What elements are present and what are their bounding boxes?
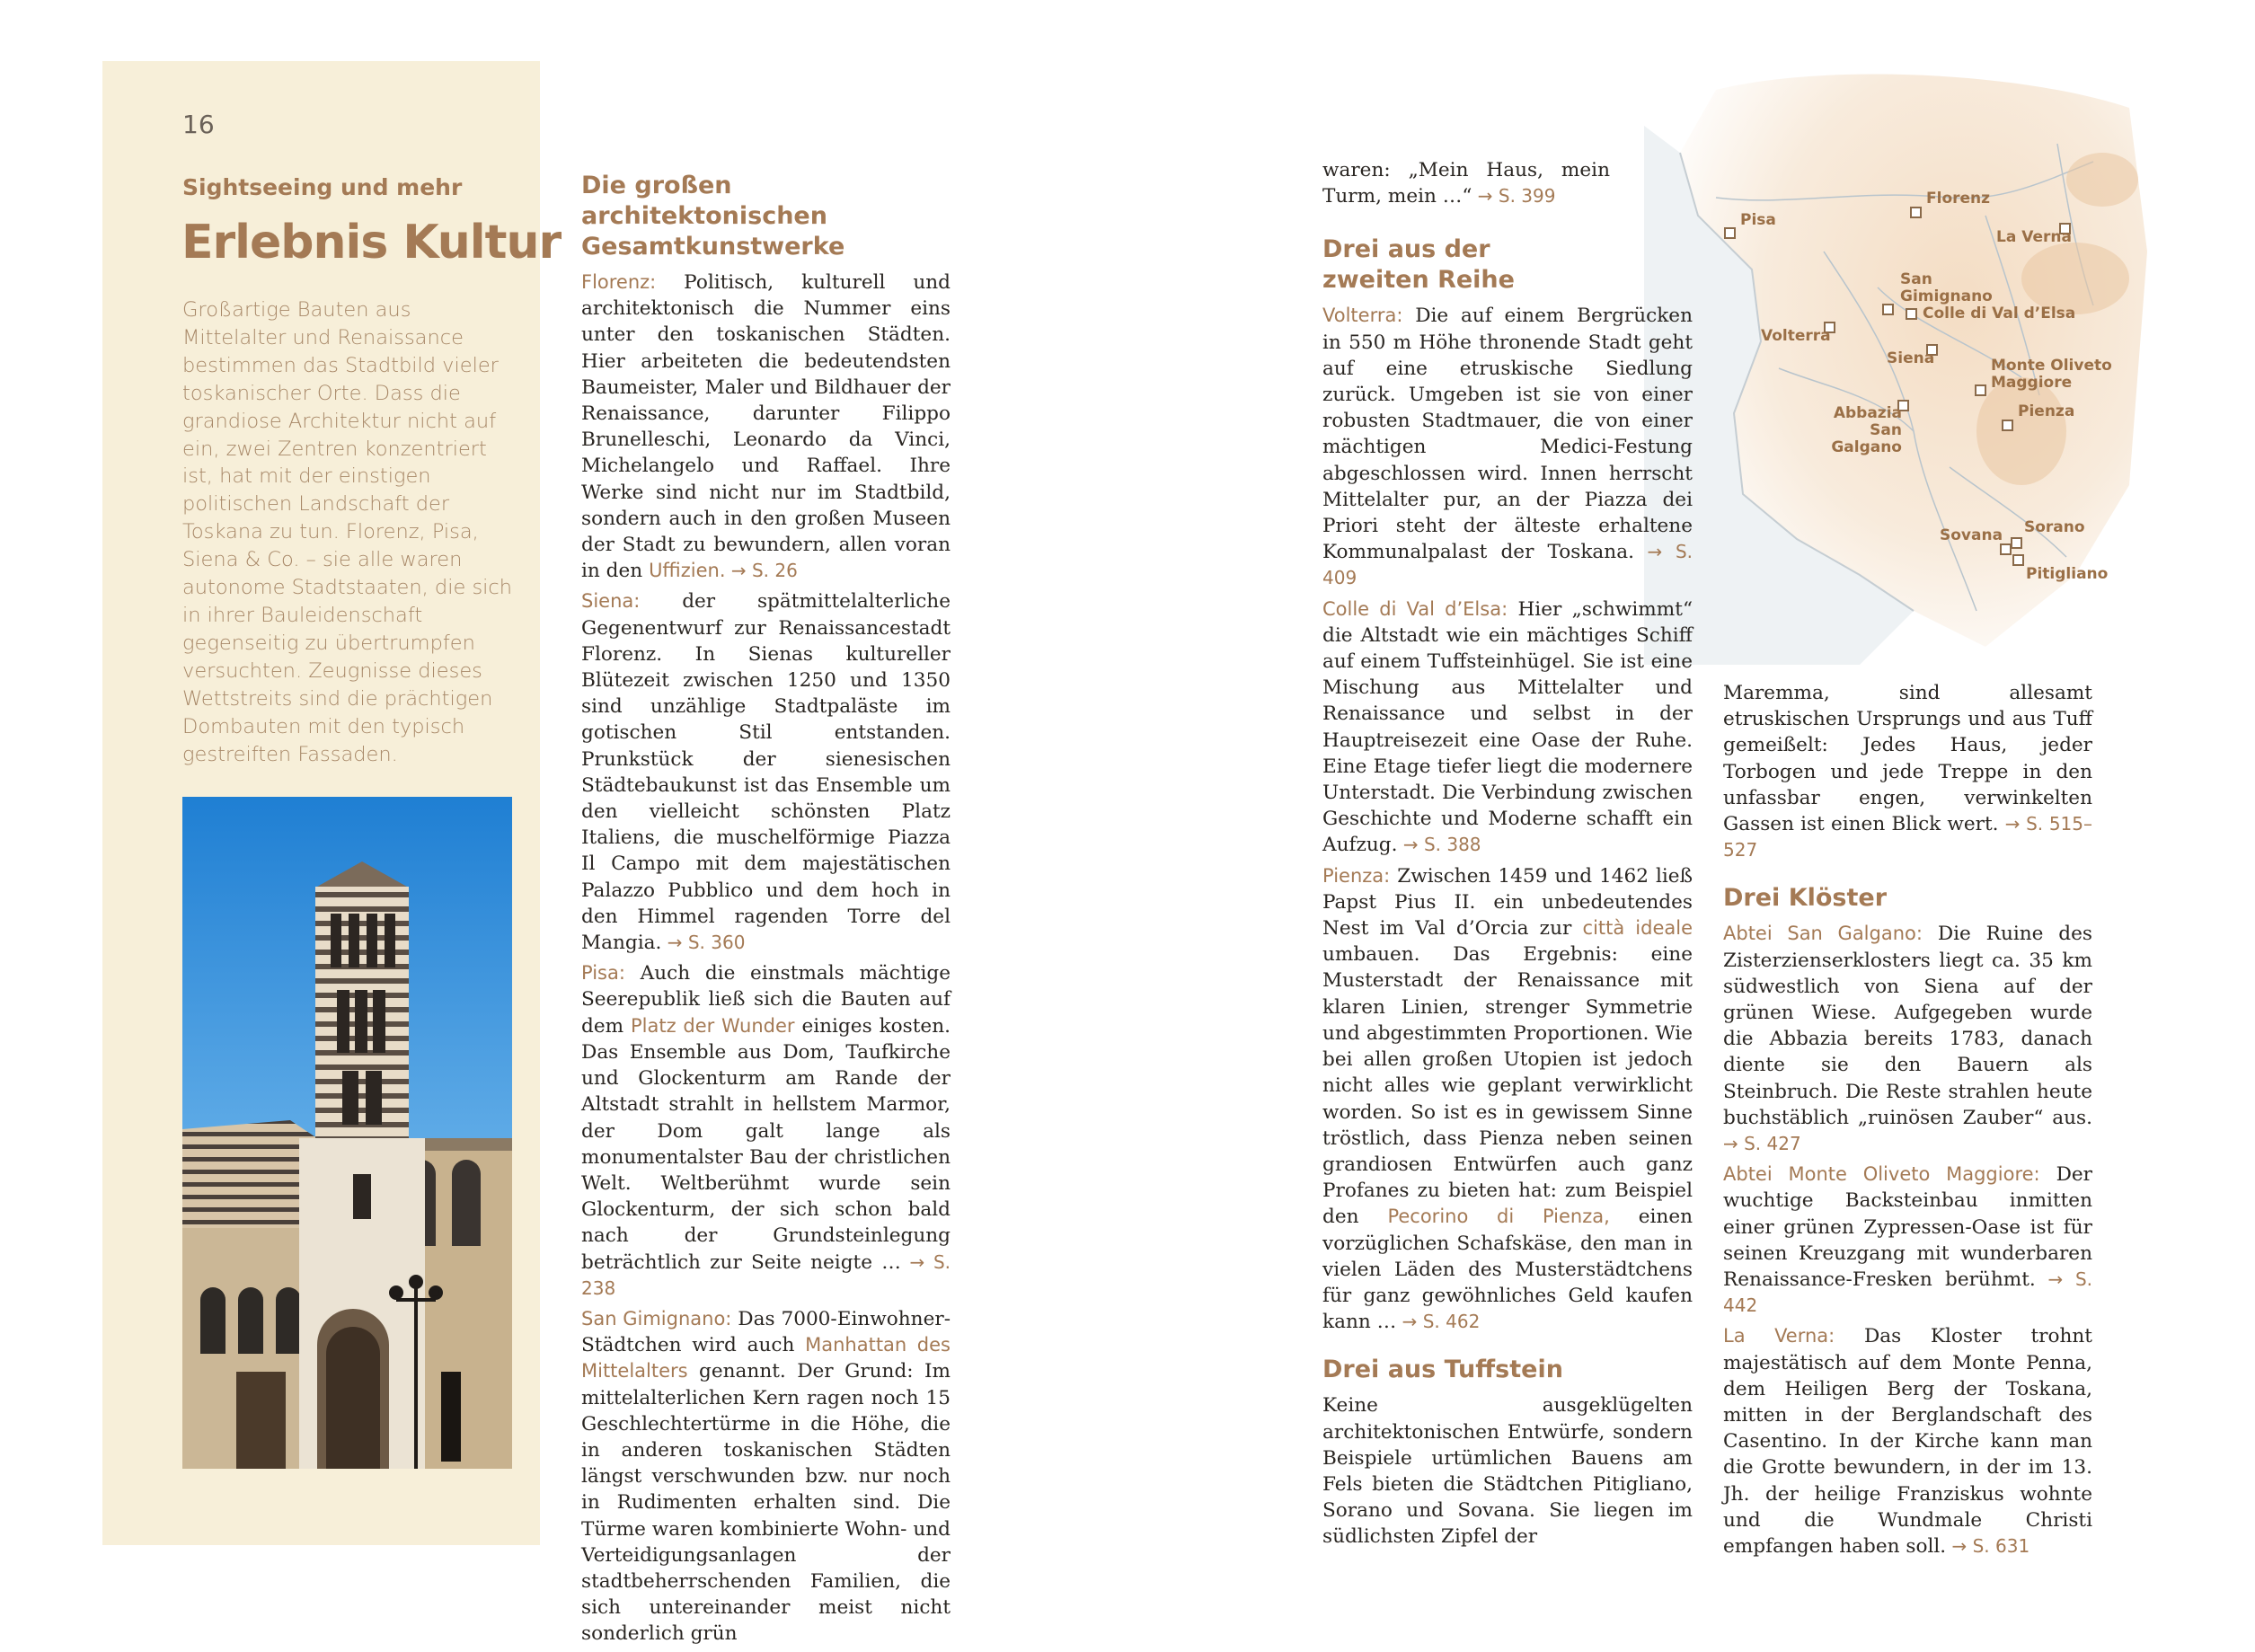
link-manhattan: Manhattan des Mittelalters [581,1334,951,1383]
page-ref: → S. 388 [1397,834,1481,856]
page-ref: → S. 427 [1723,1133,1801,1155]
heading-tuffstein: Drei aus Tuffstein [1322,1356,1563,1384]
map-label-pienza: Pienza [2018,402,2075,420]
column-2 [1322,157,1693,1555]
heading-gesamtkunstwerke: Die großen architektonischen Gesamtkunstwerke [581,172,845,261]
paragraph-florenz: Florenz: Politisch, kulturell und architektonisch die Nummer eins unter den toskanischen Städten. Hier arbeiteten die bedeutendsten Baumeister, Maler und Bildhauer der Renaissance, darunter Filippo Brunelleschi, Leonardo da Vinci, Michelangelo und Raffael. Ihre Werke sind nicht nur im Stadtbild, sondern auch in den großen Museen der Stadt zu bewundern, allen voran in den Uffizien. → S. 26 [581,271,951,583]
map-label-colle-di-val-delsa: Colle di Val d’Elsa [1923,305,2076,322]
map-label-monte-oliveto: Monte Oliveto Maggiore [1991,357,2112,392]
map-label-abbazia-san-galgano: Abbazia San Galgano [1831,404,1902,456]
paragraph-siena: Siena: der spätmittelalterliche Gegenentwurf zur Renaissancestadt Florenz. In Sienas kultureller Blütezeit zwischen 1250 und 1350 sind unzählige Stadtpaläste im gotischen Stil entstanden. Prunkstück der sienesischen Städtebaukunst ist das Ensemble um den vielleicht schönsten Platz Italiens, die muschelförmige Piazza Il Campo mit dem majestätischen Palazzo Pubblico und dem hoch in den Himmel ragenden Torre del Mangia. → S. 360 [581,590,951,955]
heading-zweite-reihe: Drei aus der zweiten Reihe [1322,235,1515,295]
paragraph-san-galgano: Abtei San Galgano: Die Ruine des Zisterzienserklosters liegt ca. 35 km südwestlich von Siena auf der grünen Wiese. Aufgegeben wurde die Abbazia bereits 1783, danach diente sie den Bauern als Steinbruch. Die Reste strahlen heute buchstäblich „ruinösen Zauber“ aus. → S. 427 [1723,923,2092,1155]
page-ref: → S. 409 [1322,541,1693,589]
map-label-sorano: Sorano [2024,518,2085,536]
paragraph-pienza: Pienza: Zwischen 1459 und 1462 ließ Papst Pius II. ein unbedeutendes Nest im Val d’Orcia zur città ideale umbauen. Das Ergebnis: eine Musterstadt der Renaissance mit klaren Linien, strenger Symmetrie und abgestimmten Proportionen. Wie bei allen großen Utopien ist jedoch nicht alles wie geplant verwirklicht worden. So ist es in gewissem Sinne tröstlich, dass Pienza neben seinen grandiosen Entwürfen auch ganz Profanes zu bieten hat: zum Beispiel den Pecorino di Pienza, einen vorzüglichen Schafskäse, den man in vielen Läden des Musterstädtchens für ganz gewöhnliches Geld kaufen kann … → S. 462 [1322,864,1693,1334]
page-ref: → S. 399 [1472,185,1556,208]
page-ref: → S. 442 [1723,1268,2092,1317]
page-ref: → S. 515–527 [1723,813,2092,861]
heading-drei-kloester: Drei Klöster [1723,884,1888,913]
map-marker-florenz [1910,207,1922,218]
map-marker-monte-oliveto [1975,384,1986,396]
map-label-volterra: Volterra [1761,327,1831,345]
lead-colle: Colle di Val d’Elsa: [1322,597,1508,620]
lead-san-gimignano: San Gimignano: [581,1307,732,1330]
lead-la-verna: La Verna: [1723,1325,1835,1347]
paragraph-volterra: Volterra: Die auf einem Bergrücken in 550 m Höhe thronende Stadt geht auf eine etruskische Siedlung zurück. Umgeben ist sie von einer robusten Stadtmauer, die von einer mächtigen Medici-Festung abgeschlossen wird. Innen herrscht Mittelalter pur, an der Piazza dei Priori steht der älteste erhaltene Kommunalpalast der Toskana. → S. 409 [1322,305,1693,589]
page-ref: → S. 462 [1396,1311,1481,1333]
lead-pienza: Pienza: [1322,864,1391,887]
paragraph-continuation: waren: „Mein Haus, mein Turm, mein …“ → S. 399 [1322,159,1610,208]
link-citta-ideale: città ideale [1582,917,1693,940]
paragraph-la-verna: La Verna: Das Kloster trohnt majestätisch auf dem Monte Penna, dem Heiligen Berg der Toskana, mitten in der Berglandschaft des Casentino. In der Kirche kann man die Grotte bewundern, in der im 13. Jh. der heilige Franziskus wohnte und die Wundmale Christi empfangen haben soll. → S. 631 [1723,1325,2092,1559]
map-marker-sorano [2011,537,2022,549]
map-label-siena: Siena [1887,349,1935,367]
page-number: 16 [182,110,215,139]
paragraph-colle: Colle di Val d’Elsa: Hier „schwimmt“ die Altstadt wie ein mächtiges Schiff auf einem Tuffsteinhügel. Sie ist eine Mischung aus Mittelalter und Renaissance und selbst in der Hauptreisezeit eine Oase der Ruhe. Eine Etage tiefer liegt die modernere Unterstadt. Die Verbindung zwischen Geschichte und Moderne schafft ein Aufzug. → S. 388 [1322,597,1693,857]
link-pecorino: Pecorino di Pienza, [1387,1206,1610,1228]
paragraph-maremma: Maremma, sind allesamt etruskischen Ursprungs und aus Tuff gemeißelt: Jedes Haus, jeder Torbogen und jede Treppe in den unfassbar engen, verwinkelten Gassen ist einen Blick wert. → S. 515–527 [1723,682,2092,861]
map-label-pisa: Pisa [1740,211,1776,229]
page-ref: → S. 631 [1946,1535,2030,1558]
map-label-san-gimignano: San Gimignano [1900,270,1993,305]
tuscany-map [1644,72,2147,665]
lead-san-galgano: Abtei San Galgano: [1723,923,1923,945]
page-ref: → S. 26 [725,560,798,582]
column-1 [581,171,951,1652]
column-3 [1723,680,2092,1564]
chapter-title: Erlebnis Kultur [181,216,562,269]
section-kicker: Sightseeing und mehr [182,174,463,200]
lead-siena: Siena: [581,590,641,613]
map-label-la-verna: La Verna [1996,228,2072,246]
map-marker-pisa [1724,227,1736,239]
paragraph-monte-oliveto: Abtei Monte Oliveto Maggiore: Der wuchtige Backsteinbau inmitten einer grünen Zypressen-Oase ist für seinen Kreuzgang mit wunderbaren Renaissance-Fresken berühmt. → S. 442 [1723,1163,2093,1317]
page-ref: → S. 238 [581,1250,951,1299]
map-label-florenz: Florenz [1926,190,1991,208]
page-ref: → S. 360 [661,932,746,954]
lead-florenz: Florenz: [581,271,657,293]
map-marker-colle-di-val-delsa [1906,308,1917,320]
lead-monte-oliveto: Abtei Monte Oliveto Maggiore: [1723,1163,2040,1186]
intro-text: Großartige Bauten aus Mittelalter und Renaissance bestimmen das Stadtbild vieler toskanischer Orte. Dass die grandiose Architektur nicht auf ein, zwei Zentren konzentriert ist, hat mit der einstigen politischen Landschaft der Toskana zu tun. Florenz, Pisa, Siena & Co. – sie alle waren autonome Stadtstaaten, die sich in ihrer Bauleidenschaft gegenseitig zu übertrumpfen versuchten. Zeugnisse dieses Wettstreits sind die prächtigen Dombauten mit den typisch gestreiften Fassaden. [182,298,513,766]
paragraph-pisa: Pisa: Auch die einstmals mächtige Seerepublik ließ sich die Bauten auf dem Platz der Wunder einiges kosten. Das Ensemble aus Dom, Taufkirche und Glockenturm am Rande der Altstadt strahlt in hellstem Marmor, der Dom galt lange als monumentalster Bau der christlichen Welt. Weltberühmt wurde sein Glockenturm, der sich schon bald nach der Grundsteinlegung beträchtlich zur Seite neigte … → S. 238 [581,962,951,1299]
map-marker-pienza [2002,420,2013,431]
paragraph-tuffstein: Keine ausgeklügelten architektonischen Entwürfe, sondern Beispiele urtümlichen Bauens am Fels bieten die Städtchen Pitigliano, Sorano und Sovana. Sie liegen im südlichsten Zipfel der [1322,1394,1693,1549]
cathedral-bell-tower-photo [182,797,512,1469]
link-uffizien: Uffizien. [649,560,726,582]
link-platz-der-wunder: Platz der Wunder [631,1014,795,1037]
paragraph-san-gimignano: San Gimignano: Das 7000-Einwohner-Städtchen wird auch Manhattan des Mittelalters genannt. Der Grund: Im mittelalterlichen Kern ragen noch 15 Geschlechtertürme in die Höhe, die in anderen toskanischen Städten längst verschwunden bzw. nur noch in Rudimenten erhalten sind. Die Türme waren kombinierte Wohn- und Verteidigungsanlagen der stadtbeherrschenden Familien, die sich untereinander meist nicht sonderlich grün [581,1307,951,1646]
map-marker-san-gimignano [1882,304,1894,315]
lead-volterra: Volterra: [1322,305,1403,327]
lead-pisa: Pisa: [581,962,625,985]
map-marker-pitigliano [2012,554,2024,566]
map-label-sovana: Sovana [1940,526,2003,544]
map-label-pitigliano: Pitigliano [2026,565,2109,583]
